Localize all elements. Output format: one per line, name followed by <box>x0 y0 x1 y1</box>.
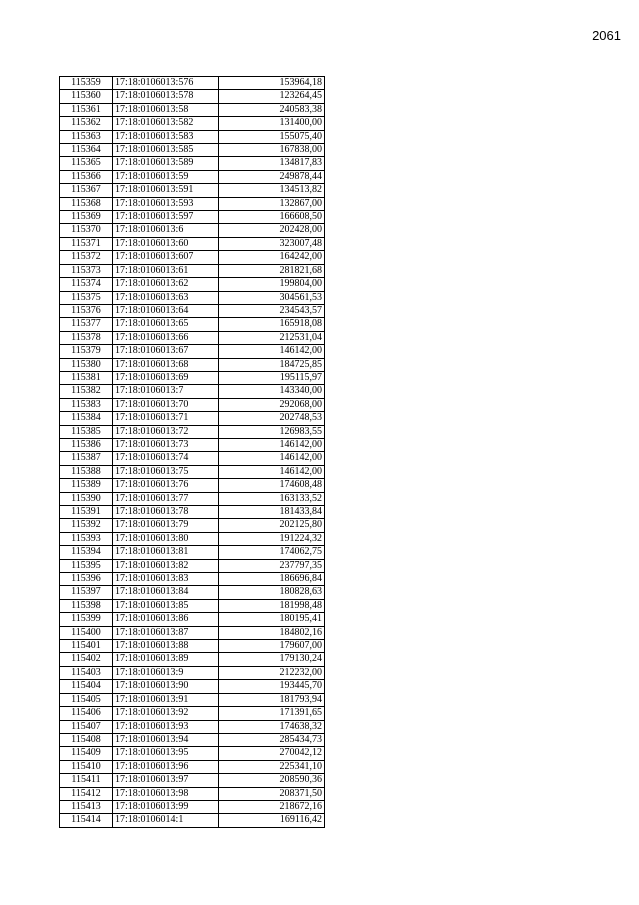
cadastral-value-cell: 202748,53 <box>219 412 325 425</box>
table-row <box>60 130 325 143</box>
cadastral-value-cell: 155075,40 <box>219 130 325 143</box>
cadastral-value-cell: 180828,63 <box>219 586 325 599</box>
table-row <box>60 438 325 451</box>
cadastral-number-cell: 17:18:0106013:66 <box>113 331 219 344</box>
cadastral-value-cell: 179130,24 <box>219 653 325 666</box>
cadastral-value-cell: 304561,53 <box>219 291 325 304</box>
row-number-cell: 115360 <box>60 90 113 103</box>
cadastral-value-cell: 237797,35 <box>219 559 325 572</box>
cadastral-value-cell: 165918,08 <box>219 318 325 331</box>
cadastral-value-cell: 199804,00 <box>219 278 325 291</box>
cadastral-number-cell: 17:18:0106013:583 <box>113 130 219 143</box>
row-number-cell: 115364 <box>60 144 113 157</box>
cadastral-value-cell: 146142,00 <box>219 345 325 358</box>
table-row <box>60 331 325 344</box>
cadastral-value-cell: 179607,00 <box>219 640 325 653</box>
cadastral-number-cell: 17:18:0106013:6 <box>113 224 219 237</box>
table-row <box>60 506 325 519</box>
row-number-cell: 115389 <box>60 479 113 492</box>
cadastral-value-cell: 195115,97 <box>219 371 325 384</box>
table-row <box>60 77 325 90</box>
cadastral-number-cell: 17:18:0106013:61 <box>113 264 219 277</box>
table-row <box>60 224 325 237</box>
table-row <box>60 666 325 679</box>
cadastral-value-cell: 202428,00 <box>219 224 325 237</box>
cadastral-number-cell: 17:18:0106013:75 <box>113 465 219 478</box>
row-number-cell: 115361 <box>60 103 113 116</box>
cadastral-value-cell: 281821,68 <box>219 264 325 277</box>
row-number-cell: 115396 <box>60 573 113 586</box>
cadastral-value-cell: 184725,85 <box>219 358 325 371</box>
row-number-cell: 115379 <box>60 345 113 358</box>
row-number-cell: 115408 <box>60 733 113 746</box>
table-row <box>60 693 325 706</box>
cadastral-number-cell: 17:18:0106013:91 <box>113 693 219 706</box>
row-number-cell: 115380 <box>60 358 113 371</box>
cadastral-number-cell: 17:18:0106013:63 <box>113 291 219 304</box>
table-row <box>60 425 325 438</box>
cadastral-number-cell: 17:18:0106013:90 <box>113 680 219 693</box>
cadastral-number-cell: 17:18:0106013:88 <box>113 640 219 653</box>
cadastral-value-table <box>59 76 325 828</box>
table-row <box>60 760 325 773</box>
cadastral-number-cell: 17:18:0106013:70 <box>113 398 219 411</box>
table-row <box>60 157 325 170</box>
cadastral-number-cell: 17:18:0106013:591 <box>113 184 219 197</box>
row-number-cell: 115359 <box>60 77 113 90</box>
cadastral-number-cell: 17:18:0106013:82 <box>113 559 219 572</box>
cadastral-value-cell: 123264,45 <box>219 90 325 103</box>
table-row <box>60 103 325 116</box>
cadastral-number-cell: 17:18:0106013:589 <box>113 157 219 170</box>
row-number-cell: 115388 <box>60 465 113 478</box>
table-row <box>60 492 325 505</box>
table-row <box>60 90 325 103</box>
table-body <box>60 77 325 828</box>
row-number-cell: 115414 <box>60 814 113 827</box>
cadastral-number-cell: 17:18:0106013:576 <box>113 77 219 90</box>
row-number-cell: 115373 <box>60 264 113 277</box>
cadastral-value-cell: 153964,18 <box>219 77 325 90</box>
row-number-cell: 115391 <box>60 506 113 519</box>
cadastral-value-cell: 285434,73 <box>219 733 325 746</box>
cadastral-number-cell: 17:18:0106013:94 <box>113 733 219 746</box>
row-number-cell: 115394 <box>60 546 113 559</box>
row-number-cell: 115397 <box>60 586 113 599</box>
page-number: 2061 <box>592 28 621 43</box>
table-row <box>60 237 325 250</box>
cadastral-value-cell: 181998,48 <box>219 599 325 612</box>
row-number-cell: 115374 <box>60 278 113 291</box>
table-row <box>60 586 325 599</box>
table-row <box>60 787 325 800</box>
row-number-cell: 115398 <box>60 599 113 612</box>
cadastral-number-cell: 17:18:0106013:89 <box>113 653 219 666</box>
cadastral-number-cell: 17:18:0106013:73 <box>113 438 219 451</box>
table-row <box>60 318 325 331</box>
table-row <box>60 251 325 264</box>
table-row <box>60 626 325 639</box>
row-number-cell: 115401 <box>60 640 113 653</box>
table-row <box>60 385 325 398</box>
cadastral-value-cell: 202125,80 <box>219 519 325 532</box>
cadastral-value-cell: 131400,00 <box>219 117 325 130</box>
row-number-cell: 115410 <box>60 760 113 773</box>
cadastral-number-cell: 17:18:0106013:72 <box>113 425 219 438</box>
cadastral-value-cell: 212531,04 <box>219 331 325 344</box>
cadastral-number-cell: 17:18:0106013:58 <box>113 103 219 116</box>
cadastral-value-cell: 181433,84 <box>219 506 325 519</box>
cadastral-value-cell: 134513,82 <box>219 184 325 197</box>
cadastral-value-cell: 174608,48 <box>219 479 325 492</box>
table-row <box>60 546 325 559</box>
row-number-cell: 115376 <box>60 304 113 317</box>
row-number-cell: 115400 <box>60 626 113 639</box>
row-number-cell: 115402 <box>60 653 113 666</box>
table-row <box>60 184 325 197</box>
cadastral-number-cell: 17:18:0106013:85 <box>113 599 219 612</box>
table-row <box>60 211 325 224</box>
table-row <box>60 720 325 733</box>
row-number-cell: 115413 <box>60 800 113 813</box>
row-number-cell: 115392 <box>60 519 113 532</box>
table-row <box>60 304 325 317</box>
row-number-cell: 115381 <box>60 371 113 384</box>
table-row <box>60 291 325 304</box>
cadastral-value-cell: 181793,94 <box>219 693 325 706</box>
cadastral-number-cell: 17:18:0106013:87 <box>113 626 219 639</box>
cadastral-number-cell: 17:18:0106013:578 <box>113 90 219 103</box>
table-row <box>60 559 325 572</box>
cadastral-number-cell: 17:18:0106013:585 <box>113 144 219 157</box>
table-row <box>60 613 325 626</box>
cadastral-value-cell: 126983,55 <box>219 425 325 438</box>
table-row <box>60 733 325 746</box>
table-row <box>60 747 325 760</box>
row-number-cell: 115372 <box>60 251 113 264</box>
cadastral-number-cell: 17:18:0106013:9 <box>113 666 219 679</box>
row-number-cell: 115368 <box>60 197 113 210</box>
cadastral-value-cell: 146142,00 <box>219 452 325 465</box>
table-row <box>60 479 325 492</box>
cadastral-value-cell: 212232,00 <box>219 666 325 679</box>
table-row <box>60 452 325 465</box>
row-number-cell: 115393 <box>60 532 113 545</box>
row-number-cell: 115367 <box>60 184 113 197</box>
row-number-cell: 115369 <box>60 211 113 224</box>
cadastral-number-cell: 17:18:0106013:79 <box>113 519 219 532</box>
cadastral-number-cell: 17:18:0106013:93 <box>113 720 219 733</box>
cadastral-value-cell: 143340,00 <box>219 385 325 398</box>
cadastral-number-cell: 17:18:0106013:97 <box>113 774 219 787</box>
row-number-cell: 115370 <box>60 224 113 237</box>
cadastral-value-cell: 132867,00 <box>219 197 325 210</box>
cadastral-number-cell: 17:18:0106013:84 <box>113 586 219 599</box>
cadastral-value-cell: 166608,50 <box>219 211 325 224</box>
table-row <box>60 653 325 666</box>
table-row <box>60 800 325 813</box>
table-row <box>60 197 325 210</box>
cadastral-number-cell: 17:18:0106014:1 <box>113 814 219 827</box>
row-number-cell: 115407 <box>60 720 113 733</box>
row-number-cell: 115409 <box>60 747 113 760</box>
cadastral-value-cell: 323007,48 <box>219 237 325 250</box>
table-row <box>60 519 325 532</box>
cadastral-value-cell: 191224,32 <box>219 532 325 545</box>
cadastral-number-cell: 17:18:0106013:59 <box>113 170 219 183</box>
cadastral-value-cell: 167838,00 <box>219 144 325 157</box>
table-row <box>60 465 325 478</box>
cadastral-number-cell: 17:18:0106013:65 <box>113 318 219 331</box>
table-row <box>60 599 325 612</box>
cadastral-number-cell: 17:18:0106013:83 <box>113 573 219 586</box>
table-row <box>60 680 325 693</box>
row-number-cell: 115363 <box>60 130 113 143</box>
row-number-cell: 115371 <box>60 237 113 250</box>
cadastral-number-cell: 17:18:0106013:86 <box>113 613 219 626</box>
cadastral-value-cell: 208590,36 <box>219 774 325 787</box>
table-row <box>60 278 325 291</box>
cadastral-value-cell: 193445,70 <box>219 680 325 693</box>
row-number-cell: 115375 <box>60 291 113 304</box>
cadastral-value-cell: 184802,16 <box>219 626 325 639</box>
cadastral-value-cell: 174062,75 <box>219 546 325 559</box>
cadastral-value-cell: 234543,57 <box>219 304 325 317</box>
table-row <box>60 264 325 277</box>
row-number-cell: 115378 <box>60 331 113 344</box>
cadastral-value-cell: 292068,00 <box>219 398 325 411</box>
table-row <box>60 170 325 183</box>
cadastral-number-cell: 17:18:0106013:597 <box>113 211 219 224</box>
cadastral-number-cell: 17:18:0106013:71 <box>113 412 219 425</box>
row-number-cell: 115362 <box>60 117 113 130</box>
cadastral-value-cell: 134817,83 <box>219 157 325 170</box>
cadastral-number-cell: 17:18:0106013:98 <box>113 787 219 800</box>
table-row <box>60 774 325 787</box>
row-number-cell: 115395 <box>60 559 113 572</box>
table-row <box>60 117 325 130</box>
cadastral-value-cell: 270042,12 <box>219 747 325 760</box>
row-number-cell: 115399 <box>60 613 113 626</box>
cadastral-value-cell: 174638,32 <box>219 720 325 733</box>
table-row <box>60 371 325 384</box>
cadastral-number-cell: 17:18:0106013:67 <box>113 345 219 358</box>
row-number-cell: 115405 <box>60 693 113 706</box>
row-number-cell: 115377 <box>60 318 113 331</box>
row-number-cell: 115382 <box>60 385 113 398</box>
table-row <box>60 358 325 371</box>
table-row <box>60 144 325 157</box>
cadastral-number-cell: 17:18:0106013:74 <box>113 452 219 465</box>
row-number-cell: 115406 <box>60 707 113 720</box>
cadastral-number-cell: 17:18:0106013:95 <box>113 747 219 760</box>
cadastral-number-cell: 17:18:0106013:68 <box>113 358 219 371</box>
cadastral-value-cell: 225341,10 <box>219 760 325 773</box>
row-number-cell: 115366 <box>60 170 113 183</box>
row-number-cell: 115390 <box>60 492 113 505</box>
cadastral-number-cell: 17:18:0106013:64 <box>113 304 219 317</box>
cadastral-value-cell: 208371,50 <box>219 787 325 800</box>
row-number-cell: 115385 <box>60 425 113 438</box>
cadastral-value-cell: 240583,38 <box>219 103 325 116</box>
row-number-cell: 115386 <box>60 438 113 451</box>
cadastral-number-cell: 17:18:0106013:92 <box>113 707 219 720</box>
table-row <box>60 707 325 720</box>
cadastral-number-cell: 17:18:0106013:60 <box>113 237 219 250</box>
table-row <box>60 573 325 586</box>
table-row <box>60 640 325 653</box>
cadastral-number-cell: 17:18:0106013:7 <box>113 385 219 398</box>
row-number-cell: 115383 <box>60 398 113 411</box>
cadastral-number-cell: 17:18:0106013:62 <box>113 278 219 291</box>
cadastral-value-cell: 169116,42 <box>219 814 325 827</box>
table-row <box>60 532 325 545</box>
cadastral-value-cell: 218672,16 <box>219 800 325 813</box>
row-number-cell: 115412 <box>60 787 113 800</box>
cadastral-number-cell: 17:18:0106013:78 <box>113 506 219 519</box>
cadastral-number-cell: 17:18:0106013:607 <box>113 251 219 264</box>
table-row <box>60 398 325 411</box>
row-number-cell: 115404 <box>60 680 113 693</box>
cadastral-value-cell: 164242,00 <box>219 251 325 264</box>
cadastral-value-cell: 171391,65 <box>219 707 325 720</box>
cadastral-number-cell: 17:18:0106013:593 <box>113 197 219 210</box>
cadastral-value-cell: 249878,44 <box>219 170 325 183</box>
row-number-cell: 115403 <box>60 666 113 679</box>
cadastral-value-cell: 146142,00 <box>219 465 325 478</box>
cadastral-value-cell: 180195,41 <box>219 613 325 626</box>
cadastral-number-cell: 17:18:0106013:69 <box>113 371 219 384</box>
cadastral-number-cell: 17:18:0106013:76 <box>113 479 219 492</box>
cadastral-number-cell: 17:18:0106013:77 <box>113 492 219 505</box>
table-row <box>60 814 325 827</box>
table-row <box>60 412 325 425</box>
cadastral-number-cell: 17:18:0106013:81 <box>113 546 219 559</box>
row-number-cell: 115384 <box>60 412 113 425</box>
table-row <box>60 345 325 358</box>
cadastral-number-cell: 17:18:0106013:80 <box>113 532 219 545</box>
cadastral-number-cell: 17:18:0106013:582 <box>113 117 219 130</box>
cadastral-number-cell: 17:18:0106013:96 <box>113 760 219 773</box>
cadastral-value-cell: 163133,52 <box>219 492 325 505</box>
row-number-cell: 115387 <box>60 452 113 465</box>
cadastral-number-cell: 17:18:0106013:99 <box>113 800 219 813</box>
row-number-cell: 115411 <box>60 774 113 787</box>
row-number-cell: 115365 <box>60 157 113 170</box>
cadastral-value-cell: 146142,00 <box>219 438 325 451</box>
cadastral-value-cell: 186696,84 <box>219 573 325 586</box>
